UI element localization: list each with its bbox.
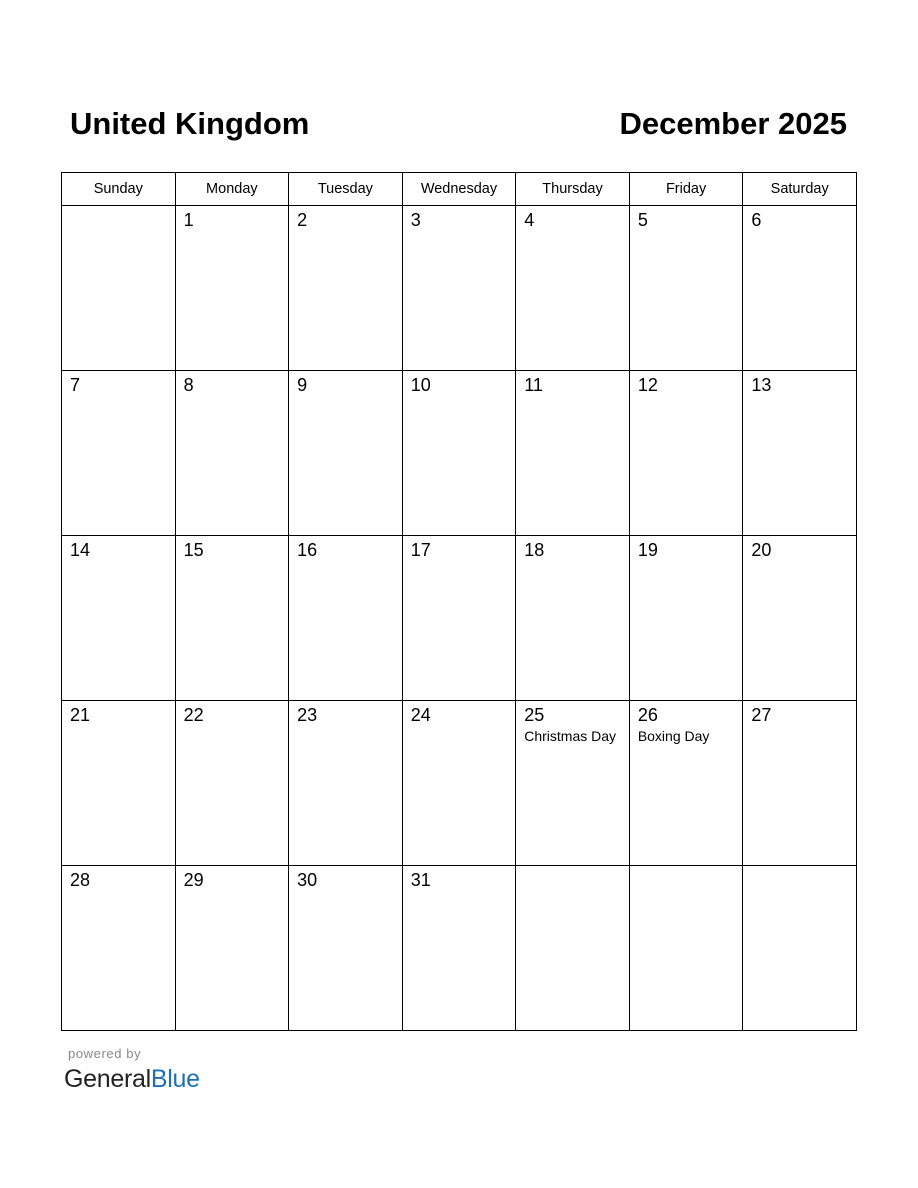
powered-by-text: powered by	[68, 1046, 142, 1061]
day-number: 4	[524, 210, 535, 230]
day-number: 14	[70, 540, 91, 560]
day-cell	[175, 536, 289, 701]
day-cell	[743, 866, 857, 1031]
weekday-friday: Friday	[629, 173, 743, 206]
day-cell	[516, 701, 630, 866]
day-number: 19	[637, 540, 658, 560]
weekday-saturday: Saturday	[743, 173, 857, 206]
day-cell	[402, 866, 516, 1031]
calendar-grid	[61, 172, 857, 1031]
month-year-title: December 2025	[619, 106, 847, 141]
day-number: 15	[183, 540, 204, 560]
day-cell	[516, 866, 630, 1031]
day-number: 28	[70, 870, 91, 890]
day-number: 11	[524, 375, 543, 395]
day-number: 10	[410, 375, 431, 395]
week-row	[62, 206, 857, 371]
day-cell	[62, 536, 176, 701]
day-number: 3	[410, 210, 421, 230]
weekday-header-row	[62, 173, 857, 206]
brand-blue-text: Blue	[150, 1065, 200, 1093]
week-row	[62, 701, 857, 866]
weekday-tuesday: Tuesday	[289, 173, 403, 206]
footer-logo	[64, 1046, 200, 1094]
day-cell	[629, 206, 743, 371]
weekday-wednesday: Wednesday	[402, 173, 516, 206]
day-cell	[743, 206, 857, 371]
generalblue-logo	[64, 1064, 200, 1094]
week-row	[62, 866, 857, 1031]
day-cell	[516, 206, 630, 371]
day-number: 12	[637, 375, 658, 395]
day-number: 29	[183, 870, 204, 890]
day-cell	[402, 701, 516, 866]
day-number: 13	[751, 375, 772, 395]
day-cell	[289, 371, 403, 536]
day-number: 27	[751, 705, 772, 725]
day-cell	[175, 701, 289, 866]
day-number: 8	[183, 375, 194, 395]
weekday-monday: Monday	[175, 173, 289, 206]
day-cell	[743, 371, 857, 536]
day-cell	[743, 701, 857, 866]
day-number: 25	[524, 705, 545, 725]
day-cell	[516, 371, 630, 536]
day-number: 9	[297, 375, 308, 395]
day-cell	[629, 866, 743, 1031]
day-cell	[743, 536, 857, 701]
day-number: 26	[637, 705, 658, 725]
day-cell	[175, 206, 289, 371]
day-cell	[62, 371, 176, 536]
day-number: 6	[751, 210, 762, 230]
day-number: 31	[410, 870, 431, 890]
day-cell	[629, 701, 743, 866]
week-row	[62, 371, 857, 536]
day-number: 23	[297, 705, 318, 725]
day-cell	[175, 866, 289, 1031]
day-number: 18	[524, 540, 545, 560]
week-row	[62, 536, 857, 701]
day-cell	[402, 536, 516, 701]
day-cell	[289, 536, 403, 701]
day-number: 24	[410, 705, 431, 725]
holiday-label: Boxing Day	[637, 728, 710, 744]
day-cell	[289, 206, 403, 371]
day-cell	[62, 206, 176, 371]
day-number: 21	[70, 705, 91, 725]
day-cell	[289, 701, 403, 866]
day-number: 16	[297, 540, 318, 560]
day-number: 7	[70, 375, 81, 395]
brand-general-text: General	[64, 1065, 151, 1093]
day-number: 30	[297, 870, 318, 890]
calendar-body	[62, 206, 857, 1031]
country-title: United Kingdom	[70, 106, 310, 141]
weekday-thursday: Thursday	[516, 173, 630, 206]
day-number: 22	[183, 705, 204, 725]
day-cell	[516, 536, 630, 701]
day-number: 17	[410, 540, 431, 560]
day-cell	[402, 206, 516, 371]
holiday-label: Christmas Day	[524, 728, 617, 744]
day-cell	[62, 701, 176, 866]
day-cell	[629, 371, 743, 536]
day-cell	[289, 866, 403, 1031]
day-number: 1	[183, 210, 194, 230]
day-cell	[629, 536, 743, 701]
day-cell	[62, 866, 176, 1031]
day-cell	[175, 371, 289, 536]
day-number: 2	[297, 210, 308, 230]
weekday-sunday: Sunday	[62, 173, 176, 206]
day-cell	[402, 371, 516, 536]
day-number: 5	[637, 210, 648, 230]
day-number: 20	[751, 540, 772, 560]
